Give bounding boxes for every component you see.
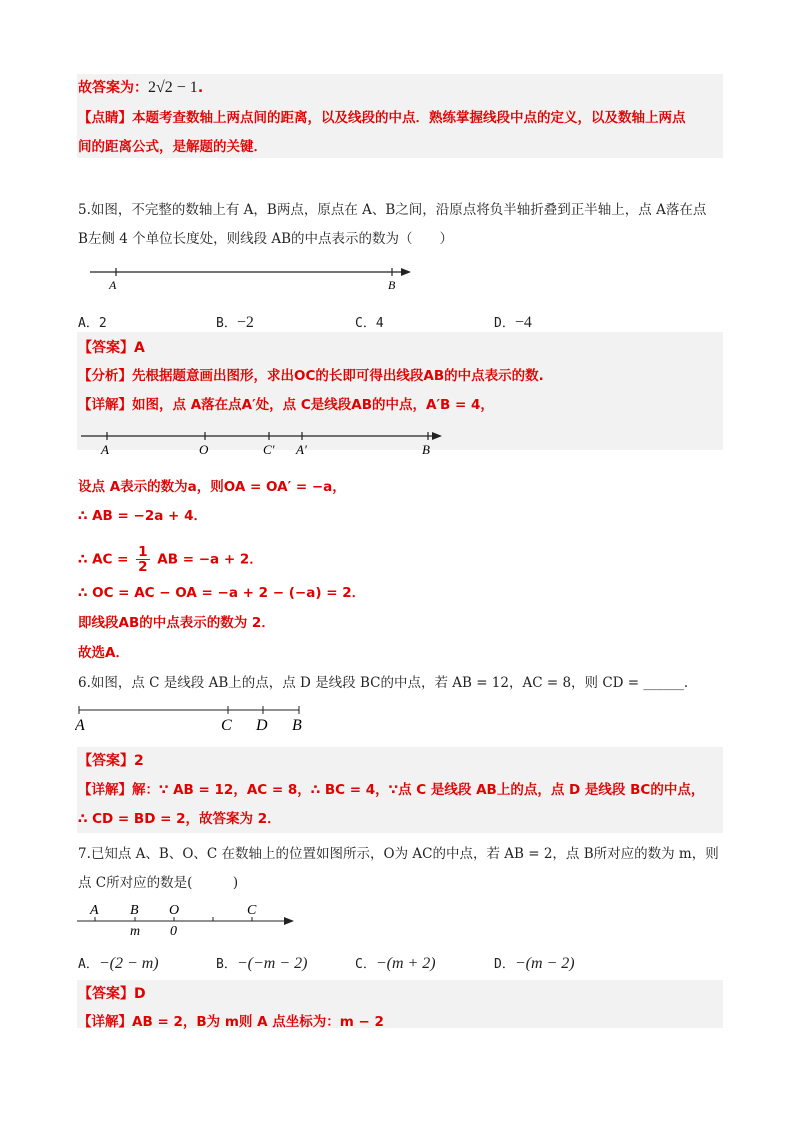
q6-label-a: A bbox=[75, 717, 85, 734]
note-line-2: 间的距离公式，是解题的关键． bbox=[78, 139, 267, 155]
q5-label-b: B bbox=[388, 278, 396, 292]
q7-option-d: D．−(m − 2) bbox=[494, 955, 575, 972]
q7-label-zero: 0 bbox=[170, 924, 177, 939]
q5-step-3: ∴ AC = $\frac{1}{2}$ AB = −a + 2． bbox=[78, 544, 263, 575]
q7-label-a: A bbox=[90, 903, 99, 918]
note-line-1: 【点睛】本题考查数轴上两点间的距离，以及线段的中点．熟练掌握线段中点的定义，以及数轴上两点 bbox=[78, 110, 686, 126]
q5-analysis: 【分析】先根据题意画出图形，求出OC的长即可得出线段AB的中点表示的数. bbox=[78, 368, 544, 384]
q6-label-d: D bbox=[256, 717, 268, 734]
q5-step-1: 设点 A表示的数为a，则OA = OA′ = −a， bbox=[78, 479, 346, 495]
q7-option-a: A．−(2 − m) bbox=[78, 955, 159, 972]
q5-number-line-figure bbox=[85, 264, 420, 294]
q7-label-o: O bbox=[169, 903, 180, 918]
q5-detail-label-b: B bbox=[422, 442, 430, 456]
q5-answer: 【答案】A bbox=[78, 340, 145, 356]
q5-detail-label-a: A bbox=[101, 442, 109, 456]
q5-stem-line-2: B左侧 4 个单位长度处，则线段 AB的中点表示的数为（ ） bbox=[78, 231, 454, 247]
q7-label-b: B bbox=[130, 903, 139, 918]
q7-answer: 【答案】D bbox=[78, 986, 146, 1002]
q6-detail-line-2: ∴ CD = BD = 2，故答案为 2． bbox=[78, 811, 281, 827]
q5-label-a: A bbox=[109, 278, 117, 292]
q5-step-3-fraction: $\frac{1}{2}$ bbox=[138, 544, 148, 575]
q7-label-m: m bbox=[130, 924, 141, 939]
q5-detail-label-o: O bbox=[199, 442, 209, 456]
q5-detail-number-line-figure bbox=[78, 424, 448, 456]
q5-stem-line-1: 5.如图，不完整的数轴上有 A，B两点，原点在 A、B之间，沿原点将负半轴折叠到正半轴上，点 A落在点 bbox=[78, 202, 707, 218]
q5-step-2: ∴ AB = −2a + 4． bbox=[78, 508, 207, 524]
q5-option-d: D．−4 bbox=[494, 314, 532, 331]
q5-detail: 【详解】如图，点 A落在点A′处，点 C是线段AB的中点，A′B = 4， bbox=[78, 397, 494, 413]
q5-option-b: B．−2 bbox=[216, 314, 254, 331]
q7-label-c: C bbox=[247, 903, 257, 918]
q6-label-b: B bbox=[292, 717, 302, 734]
q5-conclusion: 即线段AB的中点表示的数为 2． bbox=[78, 615, 275, 631]
q7-stem-line-2: 点 C所对应的数是( ) bbox=[78, 875, 239, 891]
q6-detail-line-1: 【详解】解：∵ AB = 12，AC = 8，∴ BC = 4，∵点 C 是线段 AB上的点，点 D 是线段 BC的中点， bbox=[78, 782, 705, 798]
q7-stem-line-1: 7.已知点 A、B、O、C 在数轴上的位置如图所示，O为 AC的中点，若 AB = 2，点 B所对应的数为 m，则 bbox=[78, 846, 719, 862]
q5-detail-label-c-prime: C′ bbox=[263, 442, 275, 456]
q7-number-line-figure bbox=[75, 900, 300, 940]
q6-stem: 6.如图，点 C 是线段 AB上的点，点 D 是线段 BC的中点，若 AB = 12，AC = 8，则 CD = ______. bbox=[78, 675, 689, 691]
answer-line: 故答案为：2√2 − 1. bbox=[78, 79, 204, 96]
q5-step-4: ∴ OC = AC − OA = −a + 2 − (−a) = 2． bbox=[78, 585, 366, 601]
q7-option-b: B．−(−m − 2) bbox=[216, 955, 308, 972]
q7-detail: 【详解】AB = 2，B为 m则 A 点坐标为：m − 2 bbox=[78, 1014, 384, 1030]
q5-option-a: A．2 bbox=[78, 316, 107, 331]
q7-option-c: C．−(m + 2) bbox=[355, 955, 436, 972]
q6-segment-figure bbox=[75, 703, 315, 735]
q5-detail-label-a-prime: A′ bbox=[296, 442, 307, 456]
q5-choice: 故选A． bbox=[78, 645, 129, 661]
q5-option-c: C．4 bbox=[355, 316, 384, 331]
q6-label-c: C bbox=[221, 717, 232, 734]
q6-answer: 【答案】2 bbox=[78, 753, 144, 769]
